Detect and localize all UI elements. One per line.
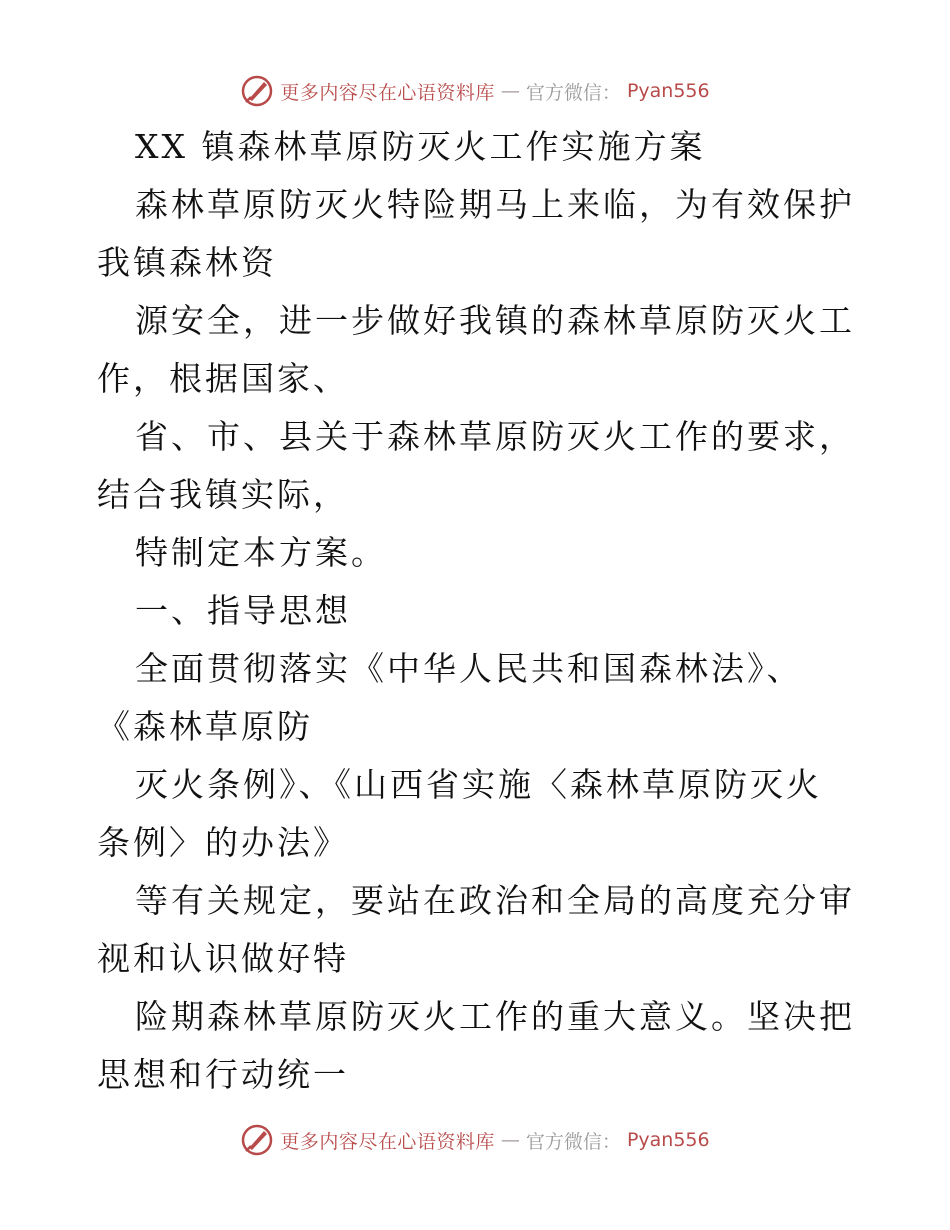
section-heading: 一、指导思想	[135, 591, 351, 630]
paragraph: 源安全，进一步做好我镇的森林草原防灭火工作，根据国家、	[97, 301, 855, 398]
watermark-separator: —	[500, 1129, 520, 1151]
watermark-wechat-id: Pyan556	[626, 1129, 710, 1151]
watermark-site-text: 更多内容尽在心语资料库	[280, 1130, 495, 1153]
paragraph: 省、市、县关于森林草原防灭火工作的要求，结合我镇实际，	[97, 417, 855, 514]
paragraph: 特制定本方案。	[135, 533, 387, 572]
watermark-wechat-label: 官方微信：	[525, 1130, 621, 1153]
paragraph: 全面贯彻落实《中华人民共和国森林法》、《森林草原防	[97, 649, 803, 746]
watermark-site-text: 更多内容尽在心语资料库	[280, 81, 495, 104]
quill-logo-icon	[240, 1123, 274, 1157]
watermark-separator: —	[500, 80, 520, 102]
header-watermark	[0, 71, 950, 111]
paragraph: 森林草原防灭火特险期马上来临，为有效保护我镇森林资	[97, 185, 855, 282]
paragraph: 险期森林草原防灭火工作的重大意义。坚决把思想和行动统一	[97, 997, 855, 1094]
watermark-wechat-label: 官方微信：	[525, 81, 621, 104]
document-title: XX 镇森林草原防灭火工作实施方案	[135, 127, 706, 166]
quill-logo-icon	[240, 74, 274, 108]
document-body	[97, 118, 857, 1104]
paragraph: 等有关规定，要站在政治和全局的高度充分审视和认识做好特	[97, 881, 855, 978]
watermark-wechat-id: Pyan556	[626, 80, 710, 102]
paragraph: 灭火条例》、《山西省实施〈森林草原防灭火条例〉的办法》	[97, 765, 822, 862]
footer-watermark	[0, 1120, 950, 1160]
